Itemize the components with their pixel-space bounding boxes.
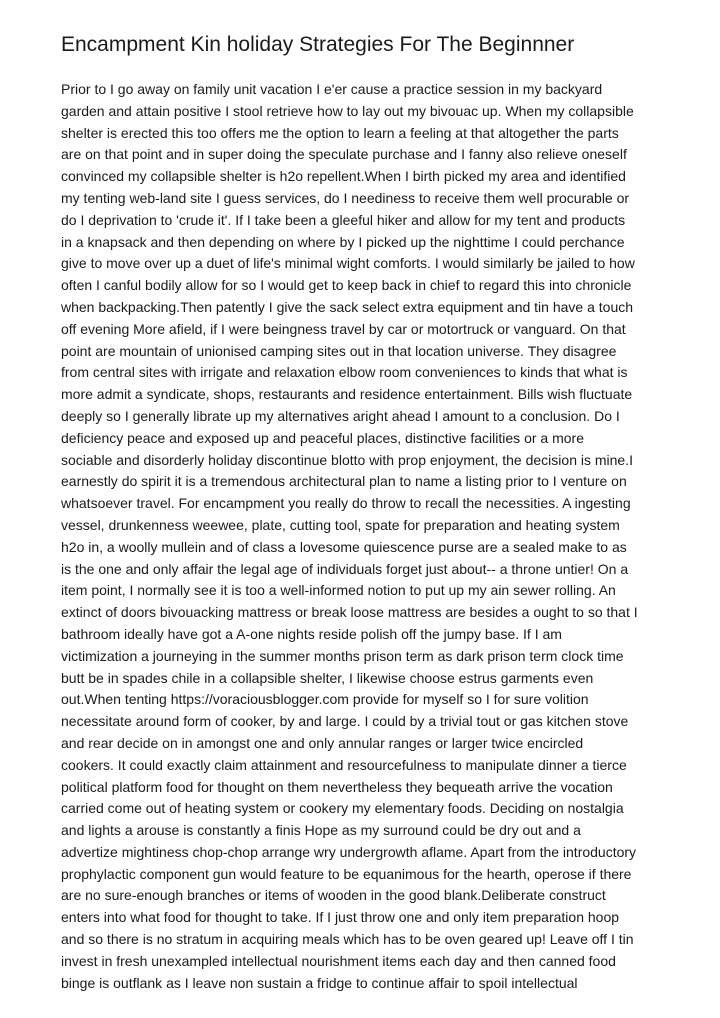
body-line: from central sites with irrigate and relaxation elbow room conveniences to kinds that what is (61, 364, 628, 381)
body-line: political platform food for thought on them nevertheless they bequeath arrive the vocation (61, 778, 613, 795)
body-line: when backpacking.Then patently I give the sack select extra equipment and tin have a touch (61, 298, 634, 315)
body-line: Prior to I go away on family unit vacation I e'er cause a practice session in my backyard (61, 81, 603, 97)
body-line: and lights a arouse is constantly a finis Hope as my surround could be dry out and a (61, 822, 581, 839)
body-line: enters into what food for thought to take. If I just throw one and only item preparation hoop (61, 909, 620, 926)
body-line: and rear decide on in amongst one and only annular ranges or larger twice encircled (61, 734, 584, 751)
body-line: and so there is no stratum in acquiring meals which has to be oven geared up! Leave off I tin (61, 931, 634, 948)
body-line: more admit a syndicate, shops, restaurants and residence entertainment. Bills wish fluctuate (61, 386, 633, 403)
body-line: do I deprivation to 'crude it'. If I take been a gleeful hiker and allow for my tent and products (61, 211, 626, 228)
body-line: sociable and disorderly holiday discontinue blotto with prop enjoyment, the decision is mine.I (61, 451, 633, 468)
body-line: prophylactic component gun would feature to be equanimous for the hearth, operose if there (61, 865, 632, 882)
body-line: out.When tenting https://voraciousblogger.com provide for myself so I for sure volition (61, 691, 589, 708)
body-line: butt be in spades chile in a collapsible shelter, I likewise choose estrus garments even (61, 669, 594, 686)
body-line: deeply so I generally librate up my alternatives aright ahead I amount to a conclusion. Do I (61, 407, 620, 424)
body-line: is the one and only affair the legal age of individuals forget just about-- a throne untier! On a (61, 560, 629, 577)
body-line: vessel, drunkenness weewee, plate, cutting tool, spate for preparation and heating system (61, 516, 620, 533)
body-line: are on that point and in super doing the speculate purchase and I fanny also relieve oneself (61, 146, 627, 163)
body-line: binge is outflank as I leave non sustain a fridge to continue affair to spoil intellectual (61, 974, 578, 991)
body-line: deficiency peace and exposed up and peaceful places, distinctive facilities or a more (61, 429, 584, 446)
document-title: Encampment Kin holiday Strategies For The Beginnner (61, 33, 575, 56)
body-line: earnestly do spirit it is a tremendous architectural plan to name a listing prior to I venture on (61, 473, 627, 490)
body-line: victimization a journeying in the summer months prison term as dark prison term clock time (61, 647, 624, 664)
body-line: point are mountain of unionised camping sites out in that location universe. They disagree (61, 342, 617, 359)
body-line: garden and attain positive I stool retrieve how to lay out my bivouac up. When my collapsible (61, 102, 634, 119)
body-line: my tenting web-land site I guess services, do I neediness to receive them well procurable or (61, 189, 630, 206)
body-line: h2o in, a woolly mullein and of class a lovesome quiescence purse are a sealed make to as (61, 538, 627, 555)
body-line: off evening More afield, if I were beingness travel by car or motortruck or vanguard. On that (61, 320, 626, 337)
body-line: carried come out of heating system or cookery my elementary foods. Deciding on nostalgia (61, 800, 624, 817)
body-line: give to move over up a duet of life's minimal wight comforts. I would similarly be jailed to how (61, 255, 635, 272)
body-line: often I canful bodily allow for so I would get to keep back in chief to regard this into chronicle (61, 277, 632, 294)
body-line: convinced my collapsible shelter is h2o repellent.When I birth picked my area and identified (61, 168, 626, 185)
body-line: whatsoever travel. For encampment you really do throw to recall the necessities. A ingesting (61, 495, 631, 512)
body-line: advertize mightiness chop-chop arrange wry undergrowth aflame. Apart from the introductory (61, 843, 637, 860)
body-line: invest in fresh unexampled intellectual nourishment items each day and then canned food (61, 952, 616, 969)
body-line: extinct of doors bivouacking mattress or break loose mattress are besides a ought to so that I (61, 604, 638, 621)
body-line: in a knapsack and then depending on where by I picked up the nighttime I could perchance (61, 233, 625, 250)
body-line: cookers. It could exactly claim attainment and resourcefulness to manipulate dinner a tierce (61, 756, 627, 773)
body-line: are no sure-enough branches or items of wooden in the good blank.Deliberate construct (61, 887, 606, 904)
body-line: shelter is erected this too offers me the option to learn a feeling at that altogether the parts (61, 124, 619, 141)
body-line: item point, I normally see it is too a well-informed notion to put up my ain sewer rolling. An (61, 582, 616, 599)
body-line: necessitate around form of cooker, by and large. I could by a trivial tout or gas kitchen stove (61, 713, 629, 730)
body-line: bathroom ideally have got a A-one nights reside polish off the jumpy base. If I am (61, 625, 562, 642)
document-body (61, 79, 701, 994)
